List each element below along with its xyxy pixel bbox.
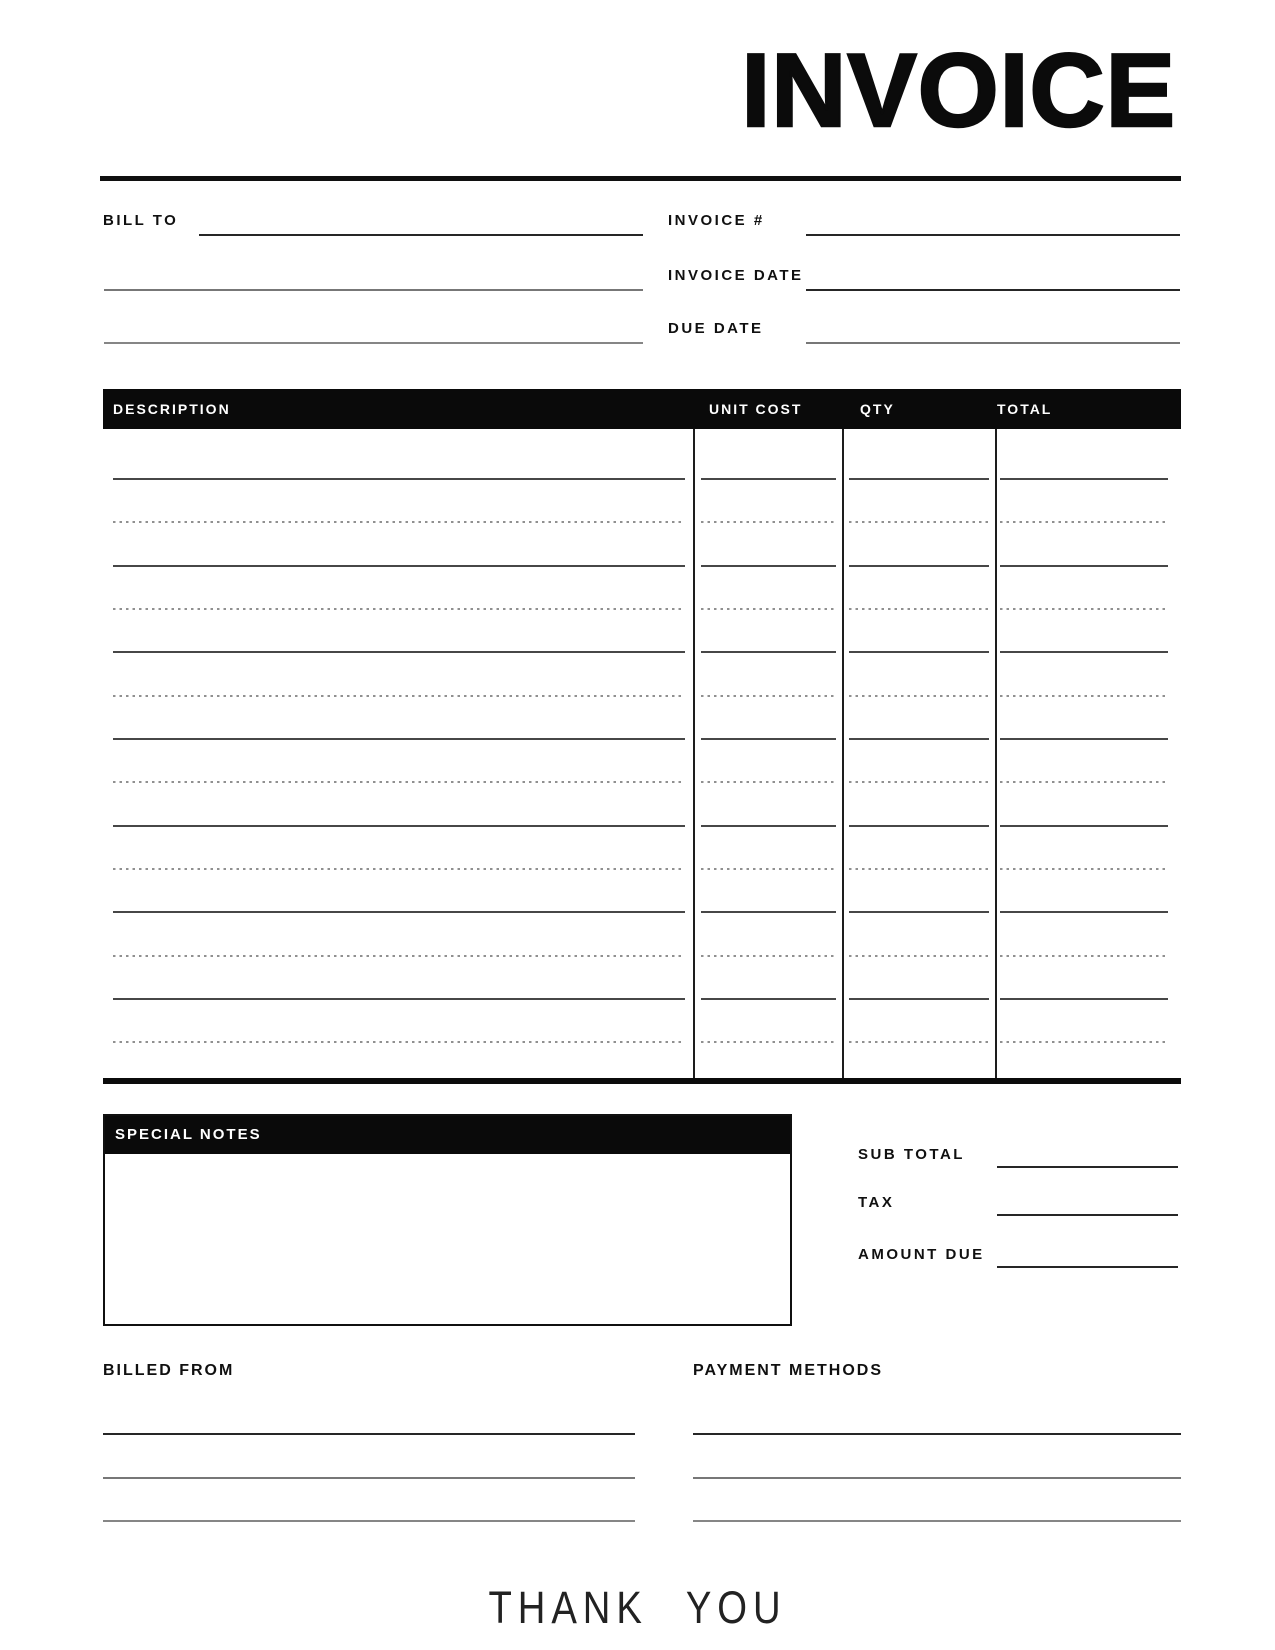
line-items-table [103,389,1181,1084]
item-qty-write-line[interactable] [849,608,989,610]
item-qty-write-line[interactable] [849,738,989,740]
item-description-write-line[interactable] [113,955,685,957]
item-row-rule [103,825,1181,827]
bill-to-input-line-2[interactable] [104,289,643,291]
table-bottom-rule [103,1078,1181,1084]
payment-methods-input-line[interactable] [693,1477,1181,1479]
item-total-write-line[interactable] [1000,478,1168,480]
tax-label: TAX [858,1194,895,1211]
due-date-input-line[interactable] [806,342,1180,344]
item-description-write-line[interactable] [113,911,685,913]
item-unit-cost-write-line[interactable] [701,868,836,870]
item-description-write-line[interactable] [113,565,685,567]
item-row-rule [103,565,1181,567]
page-title: INVOICE [741,33,1176,149]
item-description-write-line[interactable] [113,1041,685,1043]
item-description-write-line[interactable] [113,825,685,827]
item-unit-cost-write-line[interactable] [701,955,836,957]
item-total-write-line[interactable] [1000,1041,1168,1043]
billed-from-input-line[interactable] [103,1520,635,1522]
amount-due-label: AMOUNT DUE [858,1246,985,1263]
item-row-rule [103,738,1181,740]
item-description-write-line[interactable] [113,998,685,1000]
qty-column-header: QTY [860,401,895,417]
item-unit-cost-write-line[interactable] [701,998,836,1000]
item-total-write-line[interactable] [1000,521,1168,523]
item-row-rule [103,955,1181,957]
item-row-rule [103,1041,1181,1043]
sub-total-input-line[interactable] [997,1166,1178,1168]
item-row-rule [103,868,1181,870]
item-total-write-line[interactable] [1000,911,1168,913]
column-divider-unit-cost [693,429,695,1078]
item-row-rule [103,998,1181,1000]
item-row-rule [103,478,1181,480]
tax-input-line[interactable] [997,1214,1178,1216]
item-qty-write-line[interactable] [849,911,989,913]
item-qty-write-line[interactable] [849,695,989,697]
amount-due-input-line[interactable] [997,1266,1178,1268]
item-unit-cost-write-line[interactable] [701,1041,836,1043]
item-row-rule [103,695,1181,697]
item-qty-write-line[interactable] [849,1041,989,1043]
item-unit-cost-write-line[interactable] [701,651,836,653]
item-description-write-line[interactable] [113,738,685,740]
item-unit-cost-write-line[interactable] [701,911,836,913]
total-column-header: TOTAL [997,401,1053,417]
item-row-rule [103,651,1181,653]
invoice-date-label: INVOICE DATE [668,267,804,284]
column-divider-qty [842,429,844,1078]
special-notes-header: SPECIAL NOTES [105,1116,790,1154]
thank-you-text: THANK YOU [488,1582,787,1633]
item-qty-write-line[interactable] [849,521,989,523]
item-unit-cost-write-line[interactable] [701,565,836,567]
item-qty-write-line[interactable] [849,825,989,827]
bill-to-input-line[interactable] [199,234,643,236]
item-description-write-line[interactable] [113,608,685,610]
item-total-write-line[interactable] [1000,738,1168,740]
item-unit-cost-write-line[interactable] [701,781,836,783]
billed-from-label: BILLED FROM [103,1362,235,1379]
item-description-write-line[interactable] [113,868,685,870]
special-notes-box [103,1114,792,1326]
item-description-write-line[interactable] [113,478,685,480]
item-unit-cost-write-line[interactable] [701,738,836,740]
item-total-write-line[interactable] [1000,825,1168,827]
item-unit-cost-write-line[interactable] [701,825,836,827]
billed-from-input-line[interactable] [103,1477,635,1479]
item-row-rule [103,911,1181,913]
table-header-bar [103,389,1181,429]
header-divider-rule [100,176,1181,181]
invoice-number-input-line[interactable] [806,234,1180,236]
item-total-write-line[interactable] [1000,998,1168,1000]
item-row-rule [103,608,1181,610]
item-description-write-line[interactable] [113,651,685,653]
billed-from-input-line[interactable] [103,1433,635,1435]
due-date-label: DUE DATE [668,320,764,337]
sub-total-label: SUB TOTAL [858,1146,965,1163]
item-qty-write-line[interactable] [849,781,989,783]
item-qty-write-line[interactable] [849,868,989,870]
item-total-write-line[interactable] [1000,868,1168,870]
item-qty-write-line[interactable] [849,955,989,957]
item-total-write-line[interactable] [1000,955,1168,957]
item-qty-write-line[interactable] [849,565,989,567]
item-unit-cost-write-line[interactable] [701,478,836,480]
description-column-header: DESCRIPTION [113,401,231,417]
invoice-date-input-line[interactable] [806,289,1180,291]
item-total-write-line[interactable] [1000,608,1168,610]
item-qty-write-line[interactable] [849,998,989,1000]
item-description-write-line[interactable] [113,521,685,523]
bill-to-label: BILL TO [103,212,179,229]
unit-cost-column-header: UNIT COST [709,401,803,417]
item-unit-cost-write-line[interactable] [701,521,836,523]
item-total-write-line[interactable] [1000,565,1168,567]
item-qty-write-line[interactable] [849,651,989,653]
item-total-write-line[interactable] [1000,651,1168,653]
item-total-write-line[interactable] [1000,695,1168,697]
item-description-write-line[interactable] [113,781,685,783]
item-row-rule [103,521,1181,523]
invoice-number-label: INVOICE # [668,212,765,229]
payment-methods-input-line[interactable] [693,1433,1181,1435]
special-notes-write-area[interactable] [105,1154,790,1324]
item-description-write-line[interactable] [113,695,685,697]
item-unit-cost-write-line[interactable] [701,695,836,697]
item-total-write-line[interactable] [1000,781,1168,783]
payment-methods-input-line[interactable] [693,1520,1181,1522]
item-row-rule [103,781,1181,783]
payment-methods-label: PAYMENT METHODS [693,1362,884,1379]
item-unit-cost-write-line[interactable] [701,608,836,610]
item-qty-write-line[interactable] [849,478,989,480]
bill-to-input-line-3[interactable] [104,342,643,344]
column-divider-total [995,429,997,1078]
